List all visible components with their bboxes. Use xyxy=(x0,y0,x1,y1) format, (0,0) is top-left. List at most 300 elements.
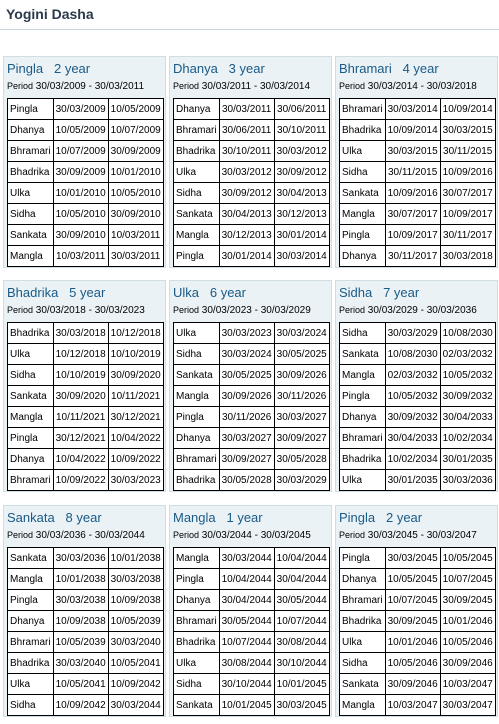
start-date: 10/11/2021 xyxy=(53,407,108,428)
start-date: 10/01/2038 xyxy=(53,569,108,590)
end-date: 10/03/2047 xyxy=(440,674,495,695)
sub-period-name: Sidha xyxy=(8,365,54,386)
end-date: 30/03/2044 xyxy=(108,695,163,716)
start-date: 30/03/2011 xyxy=(219,99,274,120)
start-date: 30/12/2021 xyxy=(53,428,108,449)
start-date: 30/11/2026 xyxy=(219,407,274,428)
start-date: 30/03/2036 xyxy=(53,548,108,569)
period-range: 30/03/2029 - 30/03/2036 xyxy=(367,305,477,316)
end-date: 30/09/2032 xyxy=(440,386,495,407)
sub-period-name: Bhadrika xyxy=(174,470,220,491)
sub-period-name: Mangla xyxy=(174,386,220,407)
panel-header xyxy=(336,506,497,544)
table-row xyxy=(340,365,496,386)
sub-period-name: Bhramari xyxy=(174,120,220,141)
end-date: 30/03/2024 xyxy=(274,323,329,344)
sub-period-name: Bhadrika xyxy=(340,611,386,632)
dasha-duration: 1 year xyxy=(226,510,263,525)
end-date: 10/05/2045 xyxy=(440,548,495,569)
start-date: 30/03/2029 xyxy=(385,323,440,344)
end-date: 30/03/2036 xyxy=(440,470,495,491)
sub-period-name: Sankata xyxy=(340,344,386,365)
table-row xyxy=(340,225,496,246)
sub-period-name: Bhadrika xyxy=(8,162,54,183)
sub-period-name: Pingla xyxy=(340,225,386,246)
table-row xyxy=(8,590,164,611)
sub-period-name: Bhadrika xyxy=(174,632,220,653)
end-date: 10/09/2038 xyxy=(108,590,163,611)
end-date: 10/07/2045 xyxy=(440,569,495,590)
end-date: 30/03/2045 xyxy=(274,695,329,716)
panel-header xyxy=(170,506,331,544)
antardasha-table xyxy=(7,547,164,716)
table-row xyxy=(340,611,496,632)
start-date: 10/01/2010 xyxy=(53,183,108,204)
table-row xyxy=(8,344,164,365)
start-date: 10/05/2039 xyxy=(53,632,108,653)
end-date: 10/09/2022 xyxy=(108,449,163,470)
table-row xyxy=(340,344,496,365)
table-row xyxy=(340,653,496,674)
table-row xyxy=(174,183,330,204)
sub-period-name: Sankata xyxy=(8,386,54,407)
sub-period-name: Pingla xyxy=(174,569,220,590)
sub-period-name: Ulka xyxy=(340,632,386,653)
sub-period-name: Bhramari xyxy=(340,99,386,120)
dasha-panel xyxy=(335,280,498,492)
sub-period-name: Sankata xyxy=(174,204,220,225)
sub-period-name: Sidha xyxy=(174,344,220,365)
sub-period-name: Mangla xyxy=(174,225,220,246)
dasha-duration: 4 year xyxy=(402,61,439,76)
end-date: 30/03/2011 xyxy=(108,246,163,267)
start-date: 10/04/2044 xyxy=(219,569,274,590)
table-row xyxy=(8,323,164,344)
table-row xyxy=(174,674,330,695)
dasha-panel xyxy=(3,56,166,268)
panel-header xyxy=(170,281,331,319)
sub-period-name: Pingla xyxy=(174,246,220,267)
table-row xyxy=(174,611,330,632)
period-label: Period xyxy=(339,305,366,315)
table-row xyxy=(174,141,330,162)
start-date: 10/09/2038 xyxy=(53,611,108,632)
period-range: 30/03/2036 - 30/03/2044 xyxy=(35,530,145,541)
start-date: 10/08/2030 xyxy=(385,344,440,365)
start-date: 30/03/2009 xyxy=(53,99,108,120)
table-row xyxy=(174,407,330,428)
dasha-duration: 5 year xyxy=(69,285,106,300)
panel-period xyxy=(339,530,477,541)
table-row xyxy=(340,120,496,141)
period-range: 30/03/2009 - 30/03/2011 xyxy=(35,81,145,92)
end-date: 10/05/2010 xyxy=(108,183,163,204)
table-row xyxy=(340,246,496,267)
dasha-panel xyxy=(3,505,166,717)
sub-period-name: Bhadrika xyxy=(340,449,386,470)
sub-period-name: Dhanya xyxy=(8,449,54,470)
start-date: 10/07/2045 xyxy=(385,590,440,611)
sub-period-name: Bhadrika xyxy=(340,120,386,141)
table-row xyxy=(174,246,330,267)
dasha-duration: 2 year xyxy=(53,61,91,76)
sub-period-name: Mangla xyxy=(340,695,386,716)
end-date: 30/03/2014 xyxy=(274,246,329,267)
panel-period xyxy=(7,81,144,92)
sub-period-name: Bhramari xyxy=(174,449,220,470)
start-date: 30/09/2009 xyxy=(53,162,108,183)
end-date: 30/11/2017 xyxy=(440,225,495,246)
dasha-name: Sankata xyxy=(7,510,55,525)
start-date: 30/09/2020 xyxy=(53,386,108,407)
start-date: 30/05/2028 xyxy=(219,470,274,491)
sub-period-name: Sidha xyxy=(340,653,386,674)
end-date: 30/03/2015 xyxy=(440,120,495,141)
sub-period-name: Sidha xyxy=(8,204,54,225)
table-row xyxy=(174,449,330,470)
table-row xyxy=(8,428,164,449)
end-date: 30/03/2047 xyxy=(440,695,495,716)
panel-header xyxy=(170,57,331,95)
sub-period-name: Sidha xyxy=(174,183,220,204)
sub-period-name: Dhanya xyxy=(8,120,54,141)
sub-period-name: Dhanya xyxy=(340,407,386,428)
end-date: 30/03/2038 xyxy=(108,569,163,590)
end-date: 30/07/2017 xyxy=(440,183,495,204)
end-date: 30/12/2013 xyxy=(274,204,329,225)
start-date: 30/09/2010 xyxy=(53,225,108,246)
end-date: 10/10/2019 xyxy=(108,344,163,365)
end-date: 10/09/2017 xyxy=(440,204,495,225)
start-date: 10/05/2046 xyxy=(385,653,440,674)
sub-period-name: Pingla xyxy=(340,548,386,569)
sub-period-name: Ulka xyxy=(174,653,220,674)
start-date: 30/04/2044 xyxy=(219,590,274,611)
start-date: 30/09/2012 xyxy=(219,183,274,204)
table-row xyxy=(340,386,496,407)
sub-period-name: Bhadrika xyxy=(174,141,220,162)
sub-period-name: Mangla xyxy=(8,407,54,428)
dasha-panel xyxy=(169,505,332,717)
sub-period-name: Dhanya xyxy=(8,611,54,632)
start-date: 30/03/2012 xyxy=(219,162,274,183)
start-date: 10/09/2014 xyxy=(385,120,440,141)
panel-period xyxy=(339,81,477,92)
sub-period-name: Mangla xyxy=(174,548,220,569)
sub-period-name: Pingla xyxy=(340,386,386,407)
sub-period-name: Dhanya xyxy=(340,246,386,267)
sub-period-name: Ulka xyxy=(8,674,54,695)
table-row xyxy=(8,99,164,120)
panel-title xyxy=(173,285,246,300)
end-date: 10/08/2030 xyxy=(440,323,495,344)
end-date: 10/01/2010 xyxy=(108,162,163,183)
end-date: 10/05/2032 xyxy=(440,365,495,386)
sub-period-name: Dhanya xyxy=(174,590,220,611)
start-date: 02/03/2032 xyxy=(385,365,440,386)
end-date: 30/09/2045 xyxy=(440,590,495,611)
panel-period xyxy=(173,81,310,92)
sub-period-name: Ulka xyxy=(174,323,220,344)
start-date: 30/11/2015 xyxy=(385,162,440,183)
page-title: Yogini Dasha xyxy=(0,0,499,30)
start-date: 10/01/2045 xyxy=(219,695,274,716)
dasha-panel xyxy=(335,505,498,717)
end-date: 10/01/2045 xyxy=(274,674,329,695)
dasha-name: Ulka xyxy=(173,285,200,300)
period-label: Period xyxy=(7,305,34,315)
start-date: 30/12/2013 xyxy=(219,225,274,246)
end-date: 30/03/2012 xyxy=(274,141,329,162)
end-date: 30/05/2025 xyxy=(274,344,329,365)
panel-header xyxy=(4,57,165,95)
table-row xyxy=(174,653,330,674)
antardasha-table xyxy=(339,322,496,491)
start-date: 10/05/2009 xyxy=(53,120,108,141)
start-date: 30/08/2044 xyxy=(219,653,274,674)
table-row xyxy=(174,225,330,246)
start-date: 30/03/2015 xyxy=(385,141,440,162)
sub-period-name: Sankata xyxy=(174,365,220,386)
start-date: 30/03/2023 xyxy=(219,323,274,344)
panel-period xyxy=(339,305,477,316)
table-row xyxy=(340,323,496,344)
start-date: 30/09/2046 xyxy=(385,674,440,695)
start-date: 10/02/2034 xyxy=(385,449,440,470)
sub-period-name: Pingla xyxy=(8,428,54,449)
table-row xyxy=(174,386,330,407)
sub-period-name: Pingla xyxy=(8,590,54,611)
start-date: 10/03/2047 xyxy=(385,695,440,716)
antardasha-table xyxy=(7,98,164,267)
start-date: 30/03/2024 xyxy=(219,344,274,365)
table-row xyxy=(8,204,164,225)
table-row xyxy=(340,632,496,653)
table-row xyxy=(8,548,164,569)
sub-period-name: Ulka xyxy=(174,162,220,183)
start-date: 10/09/2016 xyxy=(385,183,440,204)
start-date: 30/09/2045 xyxy=(385,611,440,632)
table-row xyxy=(8,674,164,695)
start-date: 30/10/2044 xyxy=(219,674,274,695)
period-range: 30/03/2045 - 30/03/2047 xyxy=(367,530,477,541)
panel-title xyxy=(7,61,90,76)
sub-period-name: Bhramari xyxy=(340,590,386,611)
table-row xyxy=(8,183,164,204)
start-date: 30/03/2027 xyxy=(219,428,274,449)
table-row xyxy=(8,246,164,267)
sub-period-name: Sidha xyxy=(340,323,386,344)
period-label: Period xyxy=(7,81,34,91)
period-label: Period xyxy=(339,530,366,540)
end-date: 02/03/2032 xyxy=(440,344,495,365)
end-date: 30/09/2020 xyxy=(108,365,163,386)
start-date: 30/03/2044 xyxy=(219,548,274,569)
dasha-duration: 2 year xyxy=(385,510,423,525)
panel-title xyxy=(7,510,102,525)
panel-period xyxy=(7,305,145,316)
end-date: 30/09/2026 xyxy=(274,365,329,386)
start-date: 10/10/2019 xyxy=(53,365,108,386)
sub-period-name: Bhadrika xyxy=(8,323,54,344)
start-date: 10/04/2022 xyxy=(53,449,108,470)
start-date: 10/05/2041 xyxy=(53,674,108,695)
dasha-duration: 6 year xyxy=(209,285,246,300)
sub-period-name: Dhanya xyxy=(340,569,386,590)
sub-period-name: Sidha xyxy=(340,162,386,183)
end-date: 30/10/2044 xyxy=(274,653,329,674)
panel-period xyxy=(173,305,311,316)
table-row xyxy=(340,428,496,449)
end-date: 30/03/2040 xyxy=(108,632,163,653)
sub-period-name: Bhadrika xyxy=(8,653,54,674)
start-date: 10/07/2044 xyxy=(219,632,274,653)
end-date: 30/03/2023 xyxy=(108,470,163,491)
table-row xyxy=(8,407,164,428)
table-row xyxy=(340,569,496,590)
sub-period-name: Sankata xyxy=(174,695,220,716)
sub-period-name: Sankata xyxy=(340,183,386,204)
dasha-duration: 8 year xyxy=(65,510,102,525)
start-date: 30/04/2033 xyxy=(385,428,440,449)
end-date: 10/09/2014 xyxy=(440,99,495,120)
start-date: 30/05/2025 xyxy=(219,365,274,386)
end-date: 10/07/2009 xyxy=(108,120,163,141)
table-row xyxy=(174,695,330,716)
table-row xyxy=(8,695,164,716)
table-row xyxy=(340,695,496,716)
start-date: 30/09/2032 xyxy=(385,407,440,428)
panel-title xyxy=(173,61,265,76)
dasha-panel xyxy=(169,56,332,268)
end-date: 10/09/2016 xyxy=(440,162,495,183)
dasha-name: Bhadrika xyxy=(7,285,59,300)
dasha-name: Sidha xyxy=(339,285,373,300)
start-date: 10/09/2042 xyxy=(53,695,108,716)
sub-period-name: Bhramari xyxy=(8,141,54,162)
antardasha-table xyxy=(339,547,496,716)
sub-period-name: Mangla xyxy=(340,365,386,386)
sub-period-name: Pingla xyxy=(174,407,220,428)
panel-period xyxy=(173,530,311,541)
period-range: 30/03/2011 - 30/03/2014 xyxy=(201,81,311,92)
table-row xyxy=(8,120,164,141)
start-date: 30/07/2017 xyxy=(385,204,440,225)
period-range: 30/03/2014 - 30/03/2018 xyxy=(367,81,477,92)
table-row xyxy=(174,548,330,569)
sub-period-name: Ulka xyxy=(340,141,386,162)
end-date: 10/01/2046 xyxy=(440,611,495,632)
table-row xyxy=(174,590,330,611)
table-row xyxy=(174,344,330,365)
end-date: 30/09/2009 xyxy=(108,141,163,162)
dasha-panel xyxy=(335,56,498,268)
table-row xyxy=(340,590,496,611)
end-date: 30/04/2044 xyxy=(274,569,329,590)
sub-period-name: Ulka xyxy=(8,183,54,204)
period-label: Period xyxy=(339,81,366,91)
table-row xyxy=(174,162,330,183)
sub-period-name: Sankata xyxy=(8,225,54,246)
dasha-duration: 3 year xyxy=(228,61,265,76)
table-row xyxy=(174,365,330,386)
end-date: 30/04/2033 xyxy=(440,407,495,428)
table-row xyxy=(340,99,496,120)
period-label: Period xyxy=(7,530,34,540)
end-date: 30/03/2027 xyxy=(274,407,329,428)
table-row xyxy=(174,99,330,120)
antardasha-table xyxy=(173,98,330,267)
end-date: 30/04/2013 xyxy=(274,183,329,204)
table-row xyxy=(174,569,330,590)
table-row xyxy=(340,548,496,569)
table-row xyxy=(340,183,496,204)
dasha-panel xyxy=(169,280,332,492)
end-date: 10/01/2038 xyxy=(108,548,163,569)
panel-header xyxy=(336,57,497,95)
sub-period-name: Dhanya xyxy=(174,428,220,449)
period-range: 30/03/2023 - 30/03/2029 xyxy=(201,305,311,316)
start-date: 10/09/2022 xyxy=(53,470,108,491)
end-date: 30/01/2035 xyxy=(440,449,495,470)
end-date: 30/11/2026 xyxy=(274,386,329,407)
dasha-name: Pingla xyxy=(339,510,376,525)
dasha-panel xyxy=(3,280,166,492)
period-label: Period xyxy=(173,81,200,91)
end-date: 30/03/2018 xyxy=(440,246,495,267)
panel-title xyxy=(173,510,263,525)
start-date: 30/09/2026 xyxy=(219,386,274,407)
sub-period-name: Sidha xyxy=(8,695,54,716)
end-date: 30/01/2014 xyxy=(274,225,329,246)
sub-period-name: Dhanya xyxy=(174,99,220,120)
table-row xyxy=(174,323,330,344)
antardasha-table xyxy=(7,322,164,491)
table-row xyxy=(340,407,496,428)
period-label: Period xyxy=(173,305,200,315)
table-row xyxy=(8,653,164,674)
sub-period-name: Sankata xyxy=(340,674,386,695)
table-row xyxy=(340,204,496,225)
end-date: 10/04/2044 xyxy=(274,548,329,569)
sub-period-name: Ulka xyxy=(340,470,386,491)
start-date: 10/01/2046 xyxy=(385,632,440,653)
table-row xyxy=(340,470,496,491)
end-date: 10/11/2021 xyxy=(108,386,163,407)
table-row xyxy=(8,569,164,590)
panel-title xyxy=(339,285,419,300)
sub-period-name: Mangla xyxy=(8,246,54,267)
start-date: 30/03/2045 xyxy=(385,548,440,569)
end-date: 30/10/2011 xyxy=(274,120,329,141)
table-row xyxy=(174,120,330,141)
start-date: 30/03/2014 xyxy=(385,99,440,120)
panel-title xyxy=(7,285,105,300)
end-date: 30/09/2027 xyxy=(274,428,329,449)
panel-title xyxy=(339,61,439,76)
period-range: 30/03/2018 - 30/03/2023 xyxy=(35,305,145,316)
sub-period-name: Bhramari xyxy=(174,611,220,632)
end-date: 30/09/2010 xyxy=(108,204,163,225)
end-date: 10/07/2044 xyxy=(274,611,329,632)
sub-period-name: Sidha xyxy=(174,674,220,695)
sub-period-name: Bhramari xyxy=(8,470,54,491)
period-label: Period xyxy=(173,530,200,540)
start-date: 10/05/2010 xyxy=(53,204,108,225)
end-date: 10/05/2041 xyxy=(108,653,163,674)
end-date: 10/05/2046 xyxy=(440,632,495,653)
end-date: 10/12/2018 xyxy=(108,323,163,344)
